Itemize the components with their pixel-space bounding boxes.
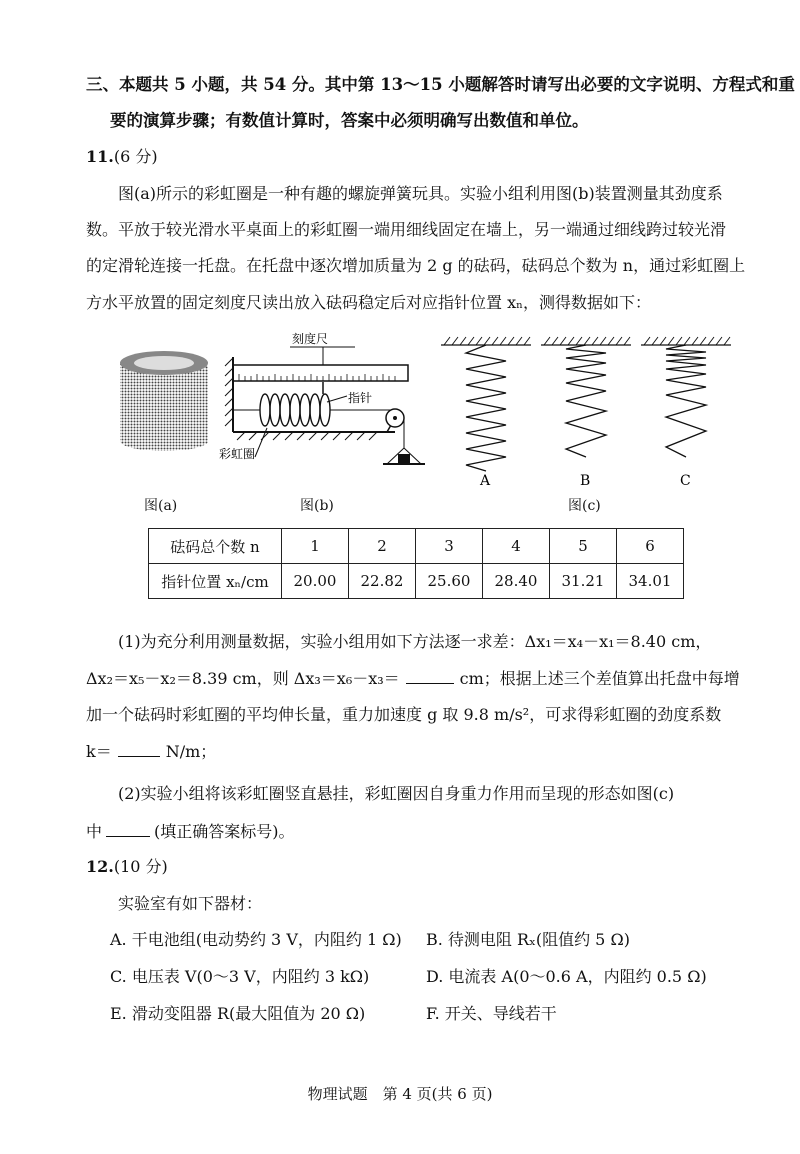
q12-item-d: D. 电流表 A(0～0.6 A，内阻约 0.5 Ω) xyxy=(426,967,707,986)
q12-item-a: A. 干电池组(电动势约 3 V，内阻约 1 Ω) xyxy=(110,930,402,949)
q11-part2-line2-text-b: (填正确答案标号)。 xyxy=(154,822,295,841)
spring-a xyxy=(466,345,506,471)
answer-blank-spring-shape[interactable] xyxy=(106,820,150,837)
q11-part1-line2-text-a: Δx₂＝x₅－x₂＝8.39 cm，则 Δx₃＝x₆－x₃＝ xyxy=(86,669,400,688)
q11-part1-line2-text-b: cm；根据上述三个差值算出托盘中每增 xyxy=(459,669,740,688)
q11-part1-line4-text-a: k＝ xyxy=(86,742,112,761)
table-cell: 1 xyxy=(282,529,349,564)
q11-part1-line3: 加一个砝码时彩虹圈的平均伸长量，重力加速度 g 取 9.8 m/s²，可求得彩虹圈的劲度系数 xyxy=(86,705,722,724)
q11-score: (6 分) xyxy=(113,147,158,166)
q12-item-e: E. 滑动变阻器 R(最大阻值为 20 Ω) xyxy=(110,1004,366,1023)
q11-number: 11. xyxy=(86,147,114,166)
table-cell: 4 xyxy=(483,529,550,564)
measurement-table xyxy=(148,528,684,599)
ruler-bar xyxy=(233,365,408,381)
q11-part1-line4-text-b: N/m； xyxy=(165,742,217,761)
q12-item-c: C. 电压表 V(0～3 V，内阻约 3 kΩ) xyxy=(110,967,370,986)
section-header-line2: 要的演算步骤；有数值计算时，答案中必须明确写出数值和单位。 xyxy=(110,111,589,130)
table-header-x: 指针位置 xₙ/cm xyxy=(149,564,282,599)
q11-part1-line1: (1)为充分利用测量数据，实验小组用如下方法逐一求差：Δx₁＝x₄－x₁＝8.40 cm， xyxy=(118,632,712,651)
figure-a-caption: 图(a) xyxy=(144,498,178,514)
table-cell: 5 xyxy=(550,529,617,564)
table-cell: 22.82 xyxy=(349,564,416,599)
table-row xyxy=(149,564,684,599)
table-header-n: 砝码总个数 n xyxy=(149,529,282,564)
page-footer: 物理试题 第 4 页(共 6 页) xyxy=(307,1085,493,1103)
answer-blank-k[interactable] xyxy=(118,740,160,757)
ruler-label: 刻度尺 xyxy=(292,332,329,346)
table-cell: 28.40 xyxy=(483,564,550,599)
table-cell: 31.21 xyxy=(550,564,617,599)
table-cell: 6 xyxy=(617,529,684,564)
table-cell: 34.01 xyxy=(617,564,684,599)
q11-part2-line1: (2)实验小组将该彩虹圈竖直悬挂，彩虹圈因自身重力作用而呈现的形态如图(c) xyxy=(118,784,675,803)
table-cell: 20.00 xyxy=(282,564,349,599)
table-row xyxy=(149,529,684,564)
q11-part2-line2-text-a: 中 xyxy=(86,822,103,841)
q11-part1-line2 xyxy=(86,667,740,690)
q11-header xyxy=(86,146,158,168)
option-b-label: B xyxy=(580,473,591,489)
q11-paragraph-line4: 方水平放置的固定刻度尺读出放入砝码稳定后对应指针位置 xₙ，测得数据如下： xyxy=(86,293,652,312)
spring-b xyxy=(566,345,606,457)
q12-number: 12. xyxy=(86,857,114,876)
section-header-line1: 三、本题共 5 小题，共 54 分。其中第 13～15 小题解答时请写出必要的文字说明、方程式和重 xyxy=(86,75,795,94)
q11-part2-line2 xyxy=(86,820,295,843)
q11-paragraph-line1: 图(a)所示的彩虹圈是一种有趣的螺旋弹簧玩具。实验小组利用图(b)装置测量其劲度系 xyxy=(118,184,723,203)
option-c-label: C xyxy=(680,473,691,489)
figure-c-caption: 图(c) xyxy=(568,498,601,514)
figure-b-caption: 图(b) xyxy=(300,498,334,514)
pointer-label: 指针 xyxy=(348,391,373,405)
q12-item-f: F. 开关、导线若干 xyxy=(426,1004,557,1023)
figure-c-hanging-springs xyxy=(436,333,736,493)
option-a-label: A xyxy=(480,473,491,489)
spring-c xyxy=(666,345,706,457)
q12-header xyxy=(86,856,168,878)
q12-intro: 实验室有如下器材： xyxy=(118,894,263,913)
q11-paragraph-line2: 数。平放于较光滑水平桌面上的彩虹圈一端用细线固定在墙上，另一端通过细线跨过较光滑 xyxy=(86,220,727,239)
q12-item-b: B. 待测电阻 Rₓ(阻值约 5 Ω) xyxy=(426,930,630,949)
table-cell: 2 xyxy=(349,529,416,564)
q11-paragraph-line3: 的定滑轮连接一托盘。在托盘中逐次增加质量为 2 g 的砝码，砝码总个数为 n，通过彩虹圈上 xyxy=(86,256,746,275)
table-cell: 3 xyxy=(416,529,483,564)
figure-b-apparatus xyxy=(215,322,430,472)
q11-part1-line4 xyxy=(86,740,216,763)
figure-a-rainbow-coil xyxy=(112,345,222,460)
q12-score: (10 分) xyxy=(113,857,168,876)
rainbow-label: 彩虹圈 xyxy=(219,447,256,461)
answer-blank-delta-x3[interactable] xyxy=(406,667,454,684)
table-cell: 25.60 xyxy=(416,564,483,599)
